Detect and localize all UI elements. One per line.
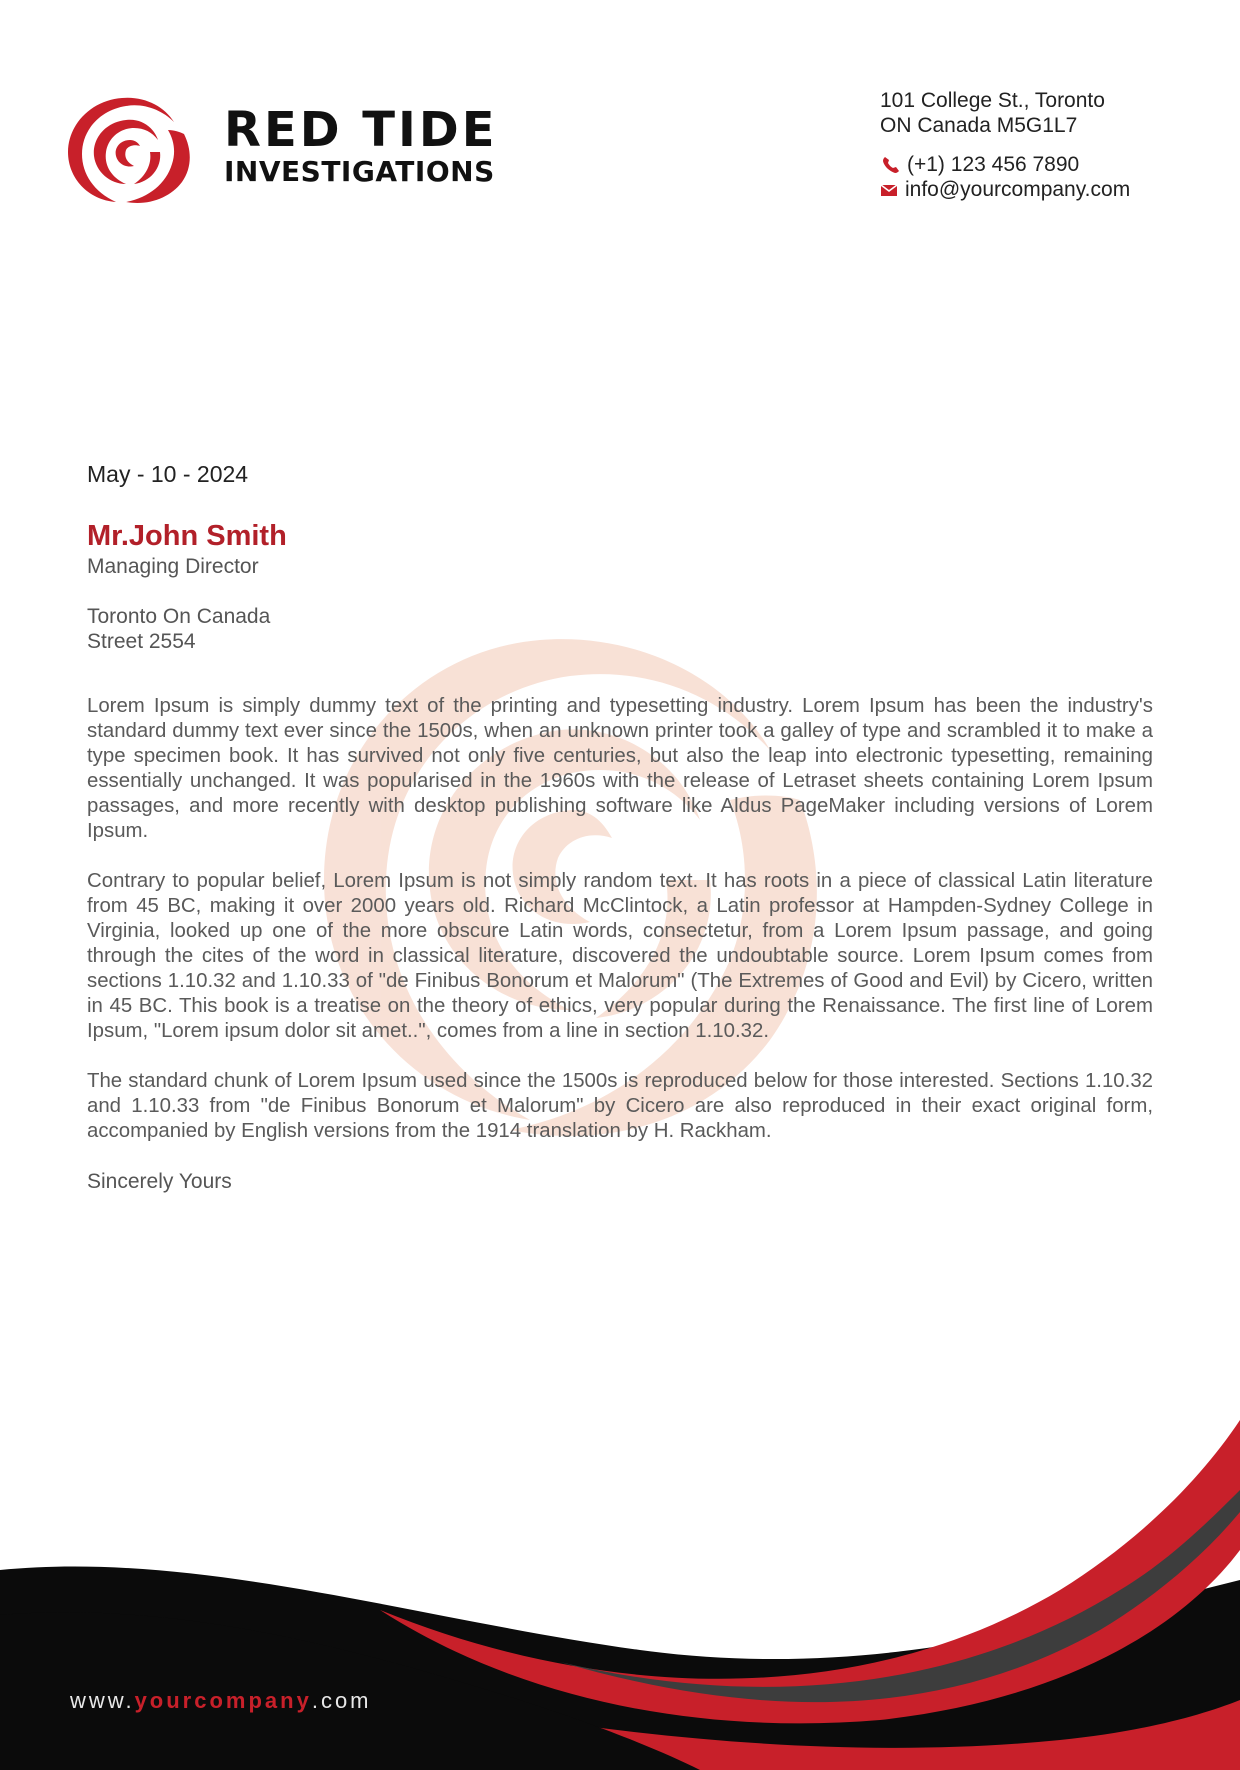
- recipient-address-line2: Street 2554: [87, 630, 196, 653]
- website-prefix: www.: [70, 1688, 135, 1713]
- phone-row: [880, 152, 1130, 177]
- email-address[interactable]: info@yourcompany.com: [905, 178, 1131, 201]
- company-address: [880, 88, 1130, 138]
- company-address-line2: ON Canada M5G1L7: [880, 114, 1078, 137]
- phone-number[interactable]: (+1) 123 456 7890: [907, 153, 1080, 176]
- closing-line: Sincerely Yours: [87, 1170, 232, 1193]
- recipient-name: Mr.John Smith: [87, 520, 287, 552]
- recipient-title: Managing Director: [87, 555, 259, 578]
- email-row: [880, 177, 1130, 202]
- logo-swirl-icon: [64, 94, 200, 206]
- website-url[interactable]: [70, 1688, 372, 1714]
- brand-name: RED TIDE: [224, 102, 498, 158]
- website-suffix: .com: [311, 1688, 372, 1713]
- letter-paragraphs: [87, 694, 1153, 1144]
- letter-body: [87, 460, 1153, 1194]
- recipient-address-line1: Toronto On Canada: [87, 605, 271, 628]
- letter-date: May - 10 - 2024: [87, 461, 249, 487]
- brand-tagline: INVESTIGATIONS: [224, 155, 495, 188]
- email-icon: [879, 180, 899, 200]
- brand-block: [224, 102, 498, 188]
- recipient-address: [87, 604, 1153, 654]
- paragraph: Contrary to popular belief, Lorem Ipsum is not simply random text. It has roots in a piece of classical Latin literature from 45 BC, making it over 2000 years old. Richard McClintock, a Latin professor at Hampden-Sydney College in Virginia, looked up one of the more obscure Latin words, consectetur, from a Lorem Ipsum passage, and going through the cites of the word in classical literature, discovered the undoubtable source. Lorem Ipsum comes from sections 1.10.32 and 1.10.33 of "de Finibus Bonorum et Malorum" (The Extremes of Good and Evil) by Cicero, written in 45 BC. This book is a treatise on the theory of ethics, very popular during the Renaissance. The first line of Lorem Ipsum, "Lorem ipsum dolor sit amet..", comes from a line in section 1.10.32.: [87, 870, 1153, 1042]
- paragraph: The standard chunk of Lorem Ipsum used since the 1500s is reproduced below for those interested. Sections 1.10.32 and 1.10.33 from "de Finibus Bonorum et Malorum" by Cicero are also reproduced in their exact original form, accompanied by English versions from the 1914 translation by H. Rackham.: [87, 1070, 1153, 1142]
- contact-block: [880, 88, 1130, 202]
- footer-wave: [0, 1400, 1240, 1770]
- phone-icon: [881, 155, 901, 175]
- website-highlight: yourcompany: [134, 1688, 312, 1713]
- paragraph: Lorem Ipsum is simply dummy text of the printing and typesetting industry. Lorem Ipsum has been the industry's standard dummy text ever since the 1500s, when an unknown printer took a galley of type and scrambled it to make a type specimen book. It has survived not only five centuries, but also the leap into electronic typesetting, remaining essentially unchanged. It was popularised in the 1960s with the release of Letraset sheets containing Lorem Ipsum passages, and more recently with desktop publishing software like Aldus PageMaker including versions of Lorem Ipsum.: [87, 695, 1153, 842]
- company-address-line1: 101 College St., Toronto: [880, 89, 1105, 112]
